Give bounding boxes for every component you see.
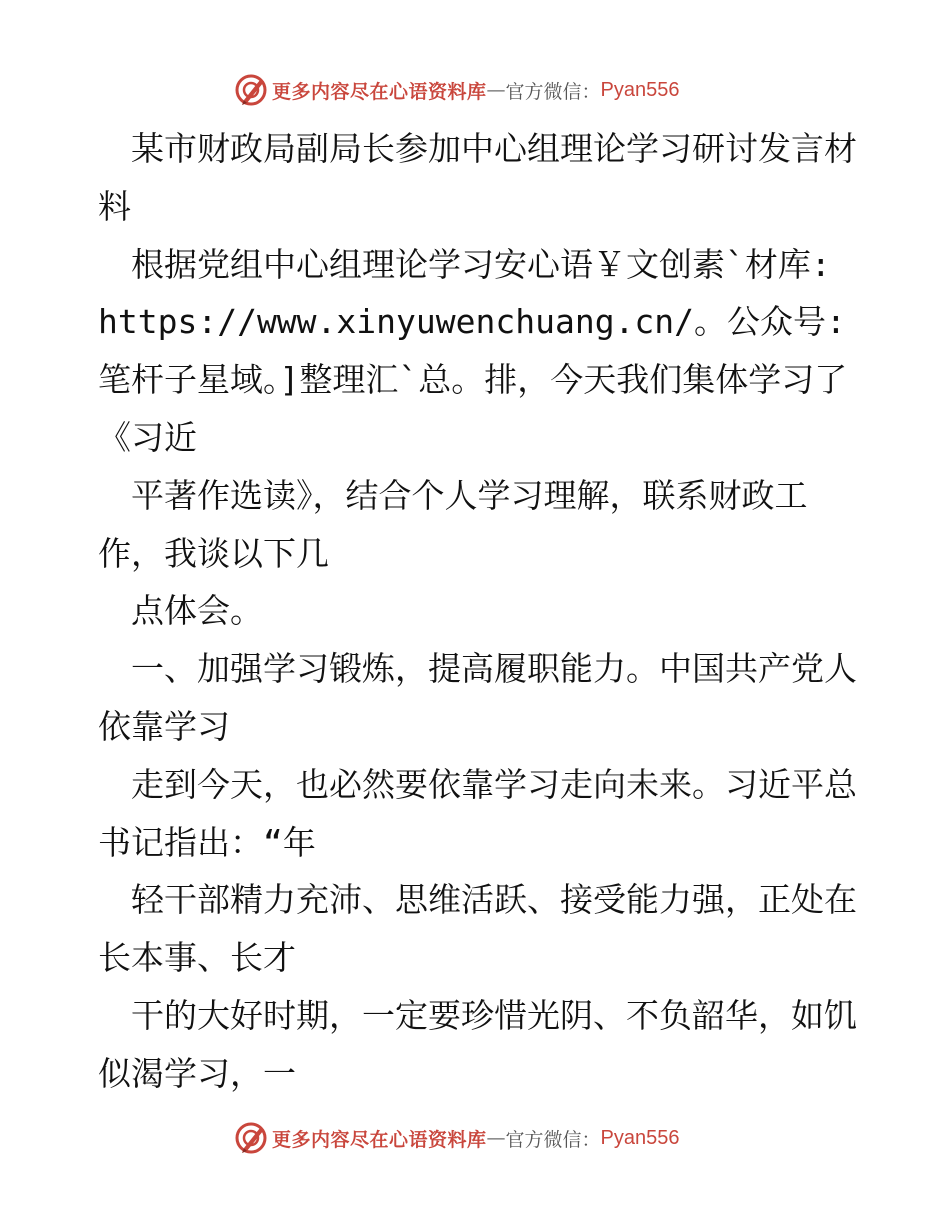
paragraph: 一、加强学习锻炼，提高履职能力。中国共产党人依靠学习 [98,649,857,746]
paragraph: 根据党组中心组理论学习安心语￥文创素`材库: https://www.xinyuwenchuang.cn/。公众号:笔杆子星域。]整理汇`总。排，今天我们集体学习了《习近 [98,244,848,457]
watermark-site-text: 更多内容尽在心语资料库 [272,80,487,103]
watermark-wechat-id: Pyan556 [600,78,680,101]
watermark-site-text: 更多内容尽在心语资料库 [272,1128,487,1151]
paragraph: 点体会。 [131,591,263,631]
document-body [98,120,858,1103]
watermark-wechat-label: 官方微信： [505,1128,601,1151]
paragraph: 干的大好时期，一定要珍惜光阴、不负韶华，如饥似渴学习，一 [98,995,857,1093]
paragraph: 平著作选读》，结合个人学习理解，联系财政工作，我谈以下几 [98,475,808,573]
paragraph: 轻干部精力充沛、思维活跃、接受能力强，正处在长本事、长才 [98,880,857,978]
watermark-header [234,70,680,110]
watermark-footer [234,1118,680,1158]
watermark-dash: — [486,79,506,101]
watermark-dash: — [486,1127,506,1149]
watermark-wechat-label: 官方微信： [505,80,601,103]
paragraph: 走到今天，也必然要依靠学习走向未来。习近平总书记指出：“年 [98,764,857,862]
watermark-wechat-id: Pyan556 [600,1126,680,1149]
pen-logo-icon [234,1121,268,1155]
document-title: 某市财政局副局长参加中心组理论学习研讨发言材料 [98,129,857,226]
pen-logo-icon [234,73,268,107]
